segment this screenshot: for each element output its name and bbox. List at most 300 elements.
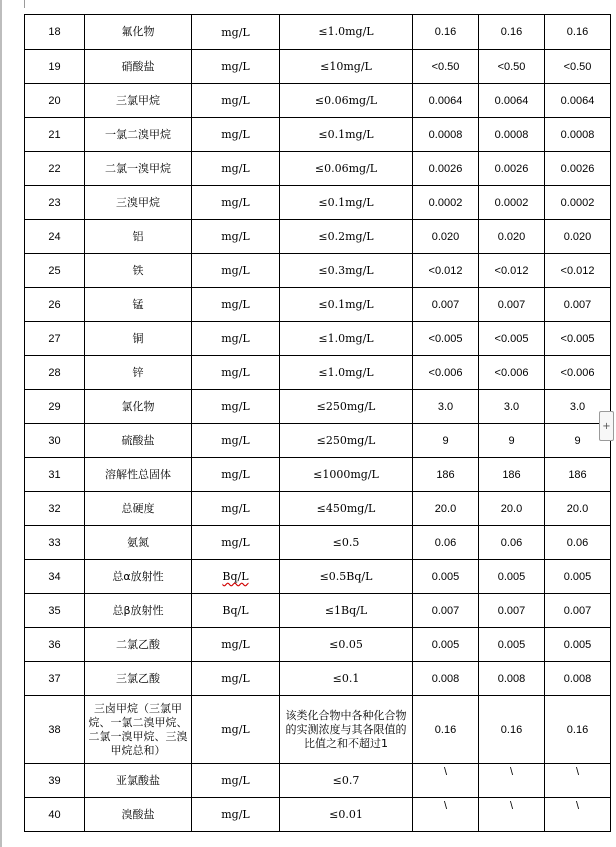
unit-cell (192, 50, 280, 84)
item-name-cell (85, 390, 192, 424)
result-cell-1 (413, 526, 479, 560)
limit-text: ≤0.1mg/L (318, 195, 374, 209)
limit-text: ≤0.05 (329, 637, 363, 651)
result-cell-2 (479, 50, 545, 84)
limit-cell (280, 628, 413, 662)
unit-text: mg/L (221, 808, 250, 821)
result-cell-1 (413, 560, 479, 594)
result-cell-3 (545, 322, 611, 356)
item-name-text: 总β放射性 (112, 603, 164, 617)
result-3-text: \ (575, 800, 580, 812)
page-corner-mark (18, 0, 25, 8)
item-name-cell (85, 254, 192, 288)
result-cell-3 (545, 356, 611, 390)
item-number-cell (25, 15, 85, 50)
table-row (25, 356, 611, 390)
result-1-text: <0.50 (431, 60, 460, 73)
result-3-text: <0.006 (560, 366, 595, 379)
unit-text: mg/L (221, 298, 250, 311)
result-cell-2 (479, 662, 545, 696)
result-1-text: 0.007 (431, 604, 460, 617)
result-cell-2 (479, 390, 545, 424)
table-row (25, 628, 611, 662)
result-cell-1 (413, 15, 479, 50)
limit-cell (280, 186, 413, 220)
unit-cell (192, 628, 280, 662)
result-cell-1 (413, 84, 479, 118)
table-row (25, 458, 611, 492)
limit-cell (280, 118, 413, 152)
item-name-text: 铜 (132, 331, 144, 345)
item-name-text: 三氯乙酸 (116, 671, 160, 685)
item-number-text: 38 (48, 723, 61, 736)
unit-text: mg/L (221, 128, 250, 141)
result-2-text: 0.020 (497, 230, 526, 243)
item-name-text: 二氯一溴甲烷 (105, 161, 171, 175)
result-2-text: 20.0 (500, 502, 523, 515)
result-cell-1 (413, 220, 479, 254)
table-row (25, 390, 611, 424)
table-row (25, 288, 611, 322)
unit-text: mg/L (221, 536, 250, 549)
result-2-text: 0.0026 (494, 162, 529, 175)
item-number-cell (25, 322, 85, 356)
limit-cell (280, 458, 413, 492)
result-3-text: 0.16 (566, 723, 589, 736)
result-1-text: \ (443, 800, 448, 812)
item-name-text: 亚氯酸盐 (116, 773, 160, 787)
table-row (25, 118, 611, 152)
limit-text: ≤0.2mg/L (318, 229, 374, 243)
table-body (25, 15, 611, 832)
item-number-text: 34 (48, 570, 61, 583)
result-2-text: \ (509, 766, 514, 778)
item-name-text: 铝 (132, 229, 144, 243)
item-name-text: 总硬度 (121, 501, 155, 515)
unit-cell (192, 798, 280, 832)
result-cell-2 (479, 458, 545, 492)
result-cell-1 (413, 696, 479, 764)
item-name-cell (85, 458, 192, 492)
item-name-text: 氨氮 (127, 535, 149, 549)
unit-text: mg/L (221, 434, 250, 447)
item-name-cell (85, 15, 192, 50)
result-cell-3 (545, 152, 611, 186)
limit-text: ≤0.01 (329, 807, 363, 821)
result-1-text: 20.0 (434, 502, 457, 515)
limit-cell (280, 492, 413, 526)
item-number-text: 19 (48, 60, 61, 73)
unit-cell (192, 118, 280, 152)
result-cell-1 (413, 288, 479, 322)
result-1-text: <0.012 (428, 264, 463, 277)
result-cell-2 (479, 186, 545, 220)
result-3-text: 0.16 (566, 26, 589, 38)
table-row (25, 662, 611, 696)
result-cell-3 (545, 628, 611, 662)
unit-cell (192, 220, 280, 254)
unit-text: mg/L (221, 60, 250, 73)
item-number-text: 35 (48, 604, 61, 617)
result-3-text: 20.0 (566, 502, 589, 515)
result-1-text: 0.06 (434, 536, 457, 549)
limit-text: ≤0.5Bq/L (319, 569, 373, 583)
result-2-text: 0.005 (497, 570, 526, 583)
limit-cell (280, 356, 413, 390)
item-number-text: 29 (48, 400, 61, 413)
unit-text: mg/L (221, 196, 250, 209)
limit-text: ≤0.06mg/L (314, 161, 378, 175)
result-cell-2 (479, 628, 545, 662)
unit-cell (192, 288, 280, 322)
unit-text: mg/L (221, 774, 250, 787)
item-name-text: 溶解性总固体 (105, 467, 171, 481)
item-number-text: 22 (48, 162, 61, 175)
limit-text: ≤0.1mg/L (318, 297, 374, 311)
item-name-text: 三卤甲烷（三氯甲烷、一氯二溴甲烷、二氯一溴甲烷、三溴甲烷总和） (88, 701, 188, 757)
result-cell-3 (545, 764, 611, 798)
result-cell-1 (413, 594, 479, 628)
result-1-text: 186 (436, 468, 455, 481)
item-name-cell (85, 220, 192, 254)
result-1-text: 0.0064 (428, 94, 463, 107)
unit-cell (192, 84, 280, 118)
item-name-cell (85, 764, 192, 798)
result-cell-2 (479, 492, 545, 526)
item-number-cell (25, 492, 85, 526)
limit-cell (280, 662, 413, 696)
item-name-cell (85, 424, 192, 458)
item-number-cell (25, 628, 85, 662)
item-name-text: 二氯乙酸 (116, 637, 160, 651)
result-1-text: 0.0008 (428, 128, 463, 141)
item-number-cell (25, 798, 85, 832)
item-number-text: 20 (48, 94, 61, 107)
unit-text: mg/L (221, 468, 250, 481)
item-name-text: 硝酸盐 (121, 59, 155, 73)
unit-cell (192, 254, 280, 288)
unit-cell (192, 696, 280, 764)
table-row (25, 50, 611, 84)
result-3-text: <0.50 (563, 60, 592, 73)
unit-cell (192, 458, 280, 492)
result-cell-2 (479, 764, 545, 798)
limit-cell (280, 424, 413, 458)
result-cell-2 (479, 254, 545, 288)
result-1-text: 0.007 (431, 298, 460, 311)
table-row (25, 526, 611, 560)
item-name-cell (85, 696, 192, 764)
item-name-text: 三溴甲烷 (116, 195, 160, 209)
limit-text: ≤250mg/L (316, 433, 376, 447)
result-cell-2 (479, 15, 545, 50)
result-cell-3 (545, 594, 611, 628)
unit-text: mg/L (221, 94, 250, 107)
result-2-text: 0.06 (500, 536, 523, 549)
item-number-cell (25, 50, 85, 84)
item-number-cell (25, 390, 85, 424)
item-name-text: 硫酸盐 (121, 433, 155, 447)
item-number-cell (25, 220, 85, 254)
limit-cell (280, 50, 413, 84)
result-1-text: 0.16 (434, 723, 457, 736)
result-cell-3 (545, 254, 611, 288)
item-number-text: 28 (48, 366, 61, 379)
result-cell-2 (479, 288, 545, 322)
result-cell-2 (479, 526, 545, 560)
result-cell-1 (413, 458, 479, 492)
limit-text: ≤0.06mg/L (314, 93, 378, 107)
result-cell-2 (479, 84, 545, 118)
item-number-text: 40 (48, 808, 61, 821)
result-1-text: 3.0 (437, 400, 454, 413)
unit-text: mg/L (221, 264, 250, 277)
item-name-text: 氟化物 (121, 25, 155, 38)
result-1-text: 9 (442, 434, 449, 447)
limit-text: ≤1Bq/L (324, 603, 368, 617)
unit-text: mg/L (221, 230, 250, 243)
result-cell-3 (545, 186, 611, 220)
result-cell-3 (545, 288, 611, 322)
result-3-text: 0.007 (563, 298, 592, 311)
result-cell-1 (413, 356, 479, 390)
result-1-text: <0.005 (428, 332, 463, 345)
item-number-text: 37 (48, 672, 61, 685)
result-cell-1 (413, 152, 479, 186)
result-2-text: 186 (502, 468, 521, 481)
table-row (25, 696, 611, 764)
limit-text: ≤250mg/L (316, 399, 376, 413)
item-number-text: 39 (48, 774, 61, 787)
item-number-cell (25, 254, 85, 288)
result-cell-3 (545, 526, 611, 560)
item-name-cell (85, 526, 192, 560)
item-number-text: 32 (48, 502, 61, 515)
unit-cell (192, 662, 280, 696)
item-name-text: 总α放射性 (112, 569, 164, 583)
result-cell-3 (545, 798, 611, 832)
unit-cell (192, 560, 280, 594)
result-cell-2 (479, 594, 545, 628)
result-3-text: 0.0008 (560, 128, 595, 141)
table-row (25, 594, 611, 628)
item-name-cell (85, 628, 192, 662)
item-number-cell (25, 84, 85, 118)
page-left-edge (0, 0, 2, 847)
result-cell-3 (545, 15, 611, 50)
result-2-text: \ (509, 800, 514, 812)
item-number-text: 27 (48, 332, 61, 345)
item-number-cell (25, 424, 85, 458)
result-3-text: 0.0002 (560, 196, 595, 209)
result-3-text: 0.0026 (560, 162, 595, 175)
result-cell-2 (479, 424, 545, 458)
item-number-cell (25, 288, 85, 322)
limit-text: 该类化合物中各种化合物的实测浓度与其各限值的比值之和不超过1 (285, 708, 407, 750)
result-cell-3 (545, 220, 611, 254)
result-3-text: 3.0 (569, 400, 586, 413)
item-name-cell (85, 186, 192, 220)
table-row (25, 424, 611, 458)
result-2-text: 3.0 (503, 400, 520, 413)
result-2-text: 0.0064 (494, 94, 529, 107)
limit-cell (280, 288, 413, 322)
item-number-cell (25, 526, 85, 560)
result-cell-1 (413, 662, 479, 696)
unit-text: Bq/L (222, 570, 249, 583)
table-row (25, 15, 611, 50)
result-2-text: 9 (508, 434, 515, 447)
limit-text: ≤450mg/L (316, 501, 376, 515)
result-3-text: 186 (568, 468, 587, 481)
item-number-text: 33 (48, 536, 61, 549)
table-row (25, 798, 611, 832)
table-row (25, 186, 611, 220)
result-cell-1 (413, 50, 479, 84)
result-cell-2 (479, 220, 545, 254)
result-3-text: <0.005 (560, 332, 595, 345)
unit-cell (192, 356, 280, 390)
item-number-text: 18 (48, 26, 61, 38)
result-cell-1 (413, 492, 479, 526)
result-1-text: \ (443, 766, 448, 778)
unit-text: Bq/L (222, 604, 249, 617)
plus-icon: + (602, 420, 611, 432)
limit-text: ≤0.7 (332, 773, 360, 787)
limit-cell (280, 764, 413, 798)
result-cell-3 (545, 662, 611, 696)
unit-text: mg/L (221, 366, 250, 379)
result-1-text: 0.020 (431, 230, 460, 243)
limit-text: ≤10mg/L (320, 59, 372, 73)
limit-cell (280, 594, 413, 628)
item-number-cell (25, 696, 85, 764)
item-number-cell (25, 594, 85, 628)
result-cell-3 (545, 560, 611, 594)
unit-text: mg/L (221, 25, 250, 39)
result-cell-2 (479, 798, 545, 832)
result-3-text: 0.005 (563, 638, 592, 651)
unit-text: mg/L (221, 332, 250, 345)
unit-text: mg/L (221, 400, 250, 413)
unit-cell (192, 764, 280, 798)
item-number-text: 36 (48, 638, 61, 651)
result-2-text: 0.008 (497, 672, 526, 685)
item-number-text: 26 (48, 298, 61, 311)
item-name-text: 一氯二溴甲烷 (105, 127, 171, 141)
item-number-cell (25, 764, 85, 798)
unit-cell (192, 594, 280, 628)
limit-text: ≤1.0mg/L (318, 365, 374, 379)
result-cell-1 (413, 390, 479, 424)
item-name-cell (85, 84, 192, 118)
result-2-text: 0.007 (497, 604, 526, 617)
item-name-text: 溴酸盐 (121, 807, 155, 821)
item-name-cell (85, 322, 192, 356)
limit-text: ≤0.1 (332, 671, 360, 685)
result-2-text: 0.0002 (494, 196, 529, 209)
limit-text: ≤1000mg/L (313, 467, 379, 481)
result-cell-3 (545, 458, 611, 492)
unit-cell (192, 424, 280, 458)
expand-plus-button[interactable] (599, 411, 614, 441)
result-cell-1 (413, 628, 479, 662)
item-number-cell (25, 458, 85, 492)
unit-cell (192, 322, 280, 356)
item-name-cell (85, 152, 192, 186)
result-2-text: 0.005 (497, 638, 526, 651)
result-1-text: 0.0026 (428, 162, 463, 175)
unit-text: mg/L (221, 162, 250, 175)
table-row (25, 84, 611, 118)
item-name-cell (85, 798, 192, 832)
result-cell-2 (479, 356, 545, 390)
item-number-text: 30 (48, 434, 61, 447)
limit-cell (280, 220, 413, 254)
unit-text: mg/L (221, 502, 250, 515)
item-number-cell (25, 118, 85, 152)
table-row (25, 322, 611, 356)
result-cell-3 (545, 696, 611, 764)
limit-cell (280, 526, 413, 560)
result-2-text: 0.0008 (494, 128, 529, 141)
table-row (25, 220, 611, 254)
item-name-text: 氯化物 (121, 399, 155, 413)
result-cell-3 (545, 84, 611, 118)
limit-cell (280, 696, 413, 764)
result-cell-3 (545, 118, 611, 152)
item-name-cell (85, 356, 192, 390)
item-number-text: 23 (48, 196, 61, 209)
result-1-text: <0.006 (428, 366, 463, 379)
item-name-text: 锰 (132, 297, 144, 311)
unit-cell (192, 390, 280, 424)
item-name-cell (85, 492, 192, 526)
limit-text: ≤0.1mg/L (318, 127, 374, 141)
result-3-text: 0.06 (566, 536, 589, 549)
result-cell-1 (413, 322, 479, 356)
result-cell-1 (413, 424, 479, 458)
item-number-cell (25, 152, 85, 186)
limit-cell (280, 560, 413, 594)
result-cell-1 (413, 764, 479, 798)
item-name-text: 锌 (132, 365, 144, 379)
result-3-text: 0.008 (563, 672, 592, 685)
result-cell-2 (479, 152, 545, 186)
result-3-text: 0.0064 (560, 94, 595, 107)
table-row (25, 254, 611, 288)
item-number-text: 24 (48, 230, 61, 243)
result-cell-1 (413, 118, 479, 152)
item-name-text: 铁 (132, 263, 144, 277)
result-1-text: 0.005 (431, 638, 460, 651)
unit-text: mg/L (221, 672, 250, 685)
limit-cell (280, 254, 413, 288)
limit-cell (280, 390, 413, 424)
unit-cell (192, 152, 280, 186)
water-quality-table (24, 14, 611, 832)
result-3-text: \ (575, 766, 580, 778)
result-2-text: 0.16 (500, 26, 523, 38)
result-cell-1 (413, 186, 479, 220)
result-2-text: 0.007 (497, 298, 526, 311)
result-3-text: 0.020 (563, 230, 592, 243)
result-2-text: <0.005 (494, 332, 529, 345)
item-number-cell (25, 356, 85, 390)
item-name-text: 三氯甲烷 (116, 93, 160, 107)
result-1-text: 0.005 (431, 570, 460, 583)
item-name-cell (85, 50, 192, 84)
